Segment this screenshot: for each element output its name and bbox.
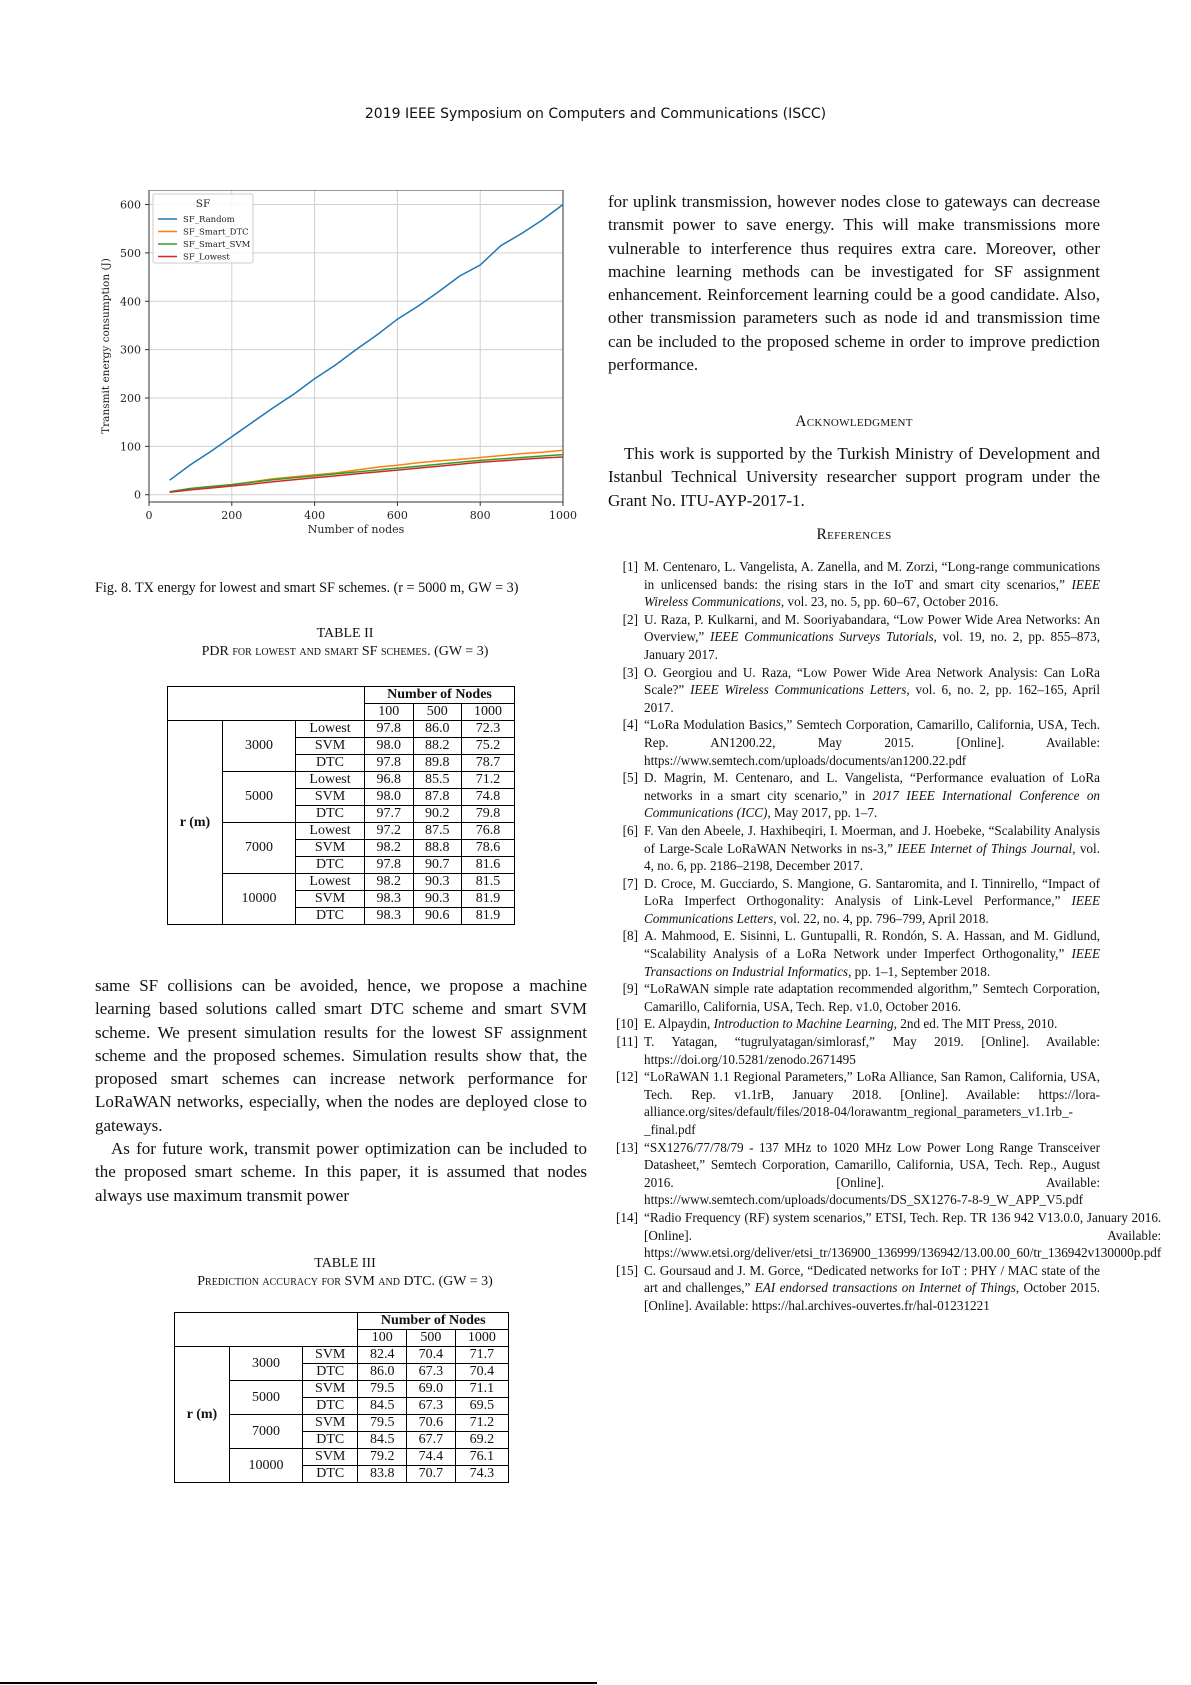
acknowledgment-heading: Acknowledgment: [795, 413, 913, 430]
reference-text: “Radio Frequency (RF) system scenarios,” ETSI, Tech. Rep. TR 136 942 V13.0.0, January 2016. [Online]. Available: https://www.etsi.org/deliver/etsi_tr/136900_136999/136942/13.00.00_60/tr_136942v130000p.pdf: [644, 1209, 1162, 1261]
table-3-label: TABLE III: [314, 1256, 376, 1271]
svg-text:600: 600: [386, 509, 408, 522]
reference-text: M. Centenaro, L. Vangelista, A. Zanella, and M. Zorzi, “Long-range communications in unlicensed bands: the rising stars in the IoT and smart city scenarios,” IEEE Wireless Communications, vol. 23, no. 5, pp. 60–67, October 2016.: [644, 559, 1100, 610]
reference-venue: IEEE Transactions on Industrial Informatics: [644, 946, 1100, 979]
svg-text:300: 300: [120, 343, 141, 357]
reference-text: T. Yatagan, “tugrulyatagan/simlorasf,” May 2019. [Online]. Available: https://doi.org/10.5281/zenodo.2671495: [644, 1034, 1100, 1067]
future-work-paragraph: for uplink transmission, however nodes close to gateways can decrease transmit power to save energy. This will make transmissions more vulnerable to interference thus requires extra care. Moreover, other machine learning methods can be investigated for SF assignment enhancement. Reinforcement learning could be a good candidate. Also, other transmission parameters such as node id and transmission time can be included to the proposed scheme in order to improve prediction performance.: [608, 192, 1100, 375]
figure-caption: Fig. 8. TX energy for lowest and smart SF schemes. (r = 5000 m, GW = 3): [95, 580, 519, 596]
value-cell: 87.5: [413, 823, 461, 840]
value-cell: 98.0: [365, 738, 413, 755]
svg-text:800: 800: [469, 509, 491, 522]
value-cell: 67.7: [407, 1432, 456, 1449]
reference-item: [608, 558, 1100, 611]
value-cell: 69.0: [407, 1381, 456, 1398]
scheme-cell: DTC: [296, 908, 365, 925]
reference-venue: EAI endorsed transactions on Internet of Things: [754, 1280, 1016, 1296]
value-cell: 84.5: [358, 1432, 407, 1449]
radius-cell: 7000: [223, 823, 296, 874]
reference-venue: IEEE Wireless Communications: [644, 576, 1100, 610]
reference-number: [7]: [622, 875, 638, 891]
scheme-cell: DTC: [296, 806, 365, 823]
radius-cell: 3000: [223, 721, 296, 772]
running-header: 2019 IEEE Symposium on Computers and Communications (ISCC): [364, 106, 827, 122]
reference-venue: IEEE Communications Letters: [644, 893, 1100, 926]
reference-venue: IEEE Wireless Communications Letters: [690, 682, 907, 698]
reference-number: [10]: [616, 1016, 638, 1032]
reference-venue: 2017 IEEE International Conference on Communications (ICC): [644, 787, 1101, 821]
value-cell: 79.2: [358, 1449, 407, 1466]
scheme-cell: SVM: [296, 738, 365, 755]
value-cell: 97.8: [365, 755, 413, 772]
table-3-title: Prediction accuracy for SVM and DTC. (GW = 3): [197, 1274, 493, 1289]
acknowledgment-text: This work is supported by the Turkish Ministry of Development and Istanbul Technical University researcher support program under the Grant No. ITU-AYP-2017-1.: [608, 444, 1100, 510]
value-cell: 70.4: [407, 1347, 456, 1364]
value-cell: 98.3: [365, 891, 413, 908]
table-row: [168, 721, 515, 738]
value-cell: 88.2: [413, 738, 461, 755]
figure-8-chart: [96, 190, 586, 545]
value-cell: 79.8: [461, 806, 514, 823]
radius-cell: 5000: [223, 772, 296, 823]
value-cell: 86.0: [413, 721, 461, 738]
column-header: 500: [413, 704, 461, 721]
value-cell: 75.2: [461, 738, 514, 755]
value-cell: 90.3: [413, 874, 461, 891]
reference-number: [6]: [622, 822, 638, 838]
svg-text:500: 500: [120, 246, 141, 260]
reference-number: [15]: [616, 1262, 638, 1278]
column-header: 1000: [461, 704, 514, 721]
column-group-header: Number of Nodes: [358, 1313, 509, 1330]
value-cell: 71.2: [455, 1415, 508, 1432]
scheme-cell: Lowest: [296, 874, 365, 891]
reference-number: [9]: [622, 981, 638, 997]
value-cell: 78.6: [461, 840, 514, 857]
reference-number: [1]: [622, 559, 638, 574]
value-cell: 87.8: [413, 789, 461, 806]
svg-text:0: 0: [134, 488, 141, 502]
column-group-header: Number of Nodes: [365, 687, 515, 704]
conclusion-paragraph-2: As for future work, transmit power optimization can be included to the proposed smart scheme. In this paper, it is assumed that nodes always use maximum transmit power: [95, 1139, 587, 1205]
svg-text:1000: 1000: [549, 509, 577, 522]
value-cell: 90.7: [413, 857, 461, 874]
radius-cell: 3000: [230, 1347, 303, 1381]
row-group-header: r (m): [175, 1347, 230, 1483]
scheme-cell: SVM: [303, 1381, 358, 1398]
value-cell: 70.7: [407, 1466, 456, 1483]
reference-item: [608, 769, 1100, 822]
value-cell: 72.3: [461, 721, 514, 738]
value-cell: 76.8: [461, 823, 514, 840]
reference-text: “LoRaWAN 1.1 Regional Parameters,” LoRa Alliance, San Ramon, California, USA, Tech. Rep. v1.1rB, January 2018. [Online]. Available: https://lora-alliance.org/sites/default/files/2018-04/lorawantm_regional_parameters_v1.1rb_-_final.pdf: [644, 1069, 1100, 1137]
value-cell: 79.5: [358, 1381, 407, 1398]
column-header: 1000: [455, 1330, 508, 1347]
reference-text: “LoRa Modulation Basics,” Semtech Corporation, Camarillo, California, USA, Tech. Rep. AN1200.22, May 2015. [Online]. Available: https://www.semtech.com/uploads/documents/an1200.22.pdf: [644, 717, 1100, 768]
reference-number: [8]: [622, 928, 638, 944]
reference-item: [608, 1033, 1100, 1068]
scheme-cell: DTC: [296, 857, 365, 874]
value-cell: 98.2: [365, 874, 413, 891]
series-sf_lowest: [170, 457, 563, 492]
value-cell: 71.7: [455, 1347, 508, 1364]
svg-text:SF_Lowest: SF_Lowest: [183, 252, 230, 263]
value-cell: 71.1: [455, 1381, 508, 1398]
value-cell: 81.9: [461, 891, 514, 908]
value-cell: 71.2: [461, 772, 514, 789]
svg-text:100: 100: [120, 440, 141, 454]
svg-text:200: 200: [221, 509, 243, 522]
table-row: [175, 1347, 509, 1364]
value-cell: 98.0: [365, 789, 413, 806]
value-cell: 67.3: [407, 1398, 456, 1415]
reference-number: [2]: [622, 611, 638, 627]
svg-text:400: 400: [304, 509, 326, 522]
reference-number: [13]: [616, 1139, 638, 1155]
value-cell: 81.5: [461, 874, 514, 891]
reference-text: D. Magrin, M. Centenaro, and L. Vangelista, “Performance evaluation of LoRa networks in a smart city scenario,” in 2017 IEEE International Conference on Communications (ICC), May 2017, pp. 1–7.: [644, 770, 1101, 821]
scheme-cell: Lowest: [296, 823, 365, 840]
reference-text: O. Georgiou and U. Raza, “Low Power Wide Area Network Analysis: Can LoRa Scale?” IEEE Wireless Communications Letters, vol. 6, no. 2, pp. 162–165, April 2017.: [644, 664, 1100, 715]
table-2-title: PDR for lowest and smart SF schemes. (GW = 3): [201, 644, 489, 659]
reference-item: [608, 611, 1100, 664]
value-cell: 84.5: [358, 1398, 407, 1415]
svg-text:SF_Smart_DTC: SF_Smart_DTC: [183, 227, 249, 238]
reference-item: [608, 1068, 1100, 1138]
radius-cell: 5000: [230, 1381, 303, 1415]
reference-text: D. Croce, M. Gucciardo, S. Mangione, G. Santaromita, and I. Tinnirello, “Impact of LoRa Imperfect Orthogonality: Analysis of Link-Level Performance,” IEEE Communications Letters, vol. 22, no. 4, pp. 796–799, April 2018.: [644, 875, 1100, 926]
acknowledgment-text-block: [608, 442, 1100, 512]
value-cell: 81.6: [461, 857, 514, 874]
scheme-cell: DTC: [303, 1364, 358, 1381]
svg-text:Number of nodes: Number of nodes: [307, 523, 405, 536]
column-header: 500: [407, 1330, 456, 1347]
reference-text: F. Van den Abeele, J. Haxhibeqiri, I. Moerman, and J. Hoebeke, “Scalability Analysis of Large-Scale LoRaWAN Networks in ns-3,” IEEE Internet of Things Journal, vol. 4, no. 6, pp. 2186–2198, December 2017.: [644, 822, 1100, 874]
value-cell: 90.2: [413, 806, 461, 823]
value-cell: 79.5: [358, 1415, 407, 1432]
svg-text:0: 0: [145, 509, 153, 522]
left-column-text: [95, 974, 587, 1207]
value-cell: 74.3: [455, 1466, 508, 1483]
value-cell: 85.5: [413, 772, 461, 789]
references-heading: References: [816, 526, 892, 543]
svg-text:400: 400: [120, 295, 141, 309]
reference-number: [14]: [616, 1209, 638, 1225]
reference-item: [608, 716, 1100, 769]
value-cell: 74.4: [407, 1449, 456, 1466]
reference-number: [12]: [616, 1069, 638, 1085]
reference-venue: Introduction to Machine Learning: [713, 1016, 894, 1032]
reference-text: “LoRaWAN simple rate adaptation recommended algorithm,” Semtech Corporation, Camarillo, California, USA, Tech. Rep. v1.0, October 2016.: [644, 981, 1100, 1014]
column-header: 100: [358, 1330, 407, 1347]
scheme-cell: SVM: [303, 1347, 358, 1364]
value-cell: 89.8: [413, 755, 461, 772]
reference-text: U. Raza, P. Kulkarni, and M. Sooriyabandara, “Low Power Wide Area Networks: An Overview,” IEEE Communications Surveys Tutorials, vol. 19, no. 2, pp. 855–873, January 2017.: [644, 611, 1100, 662]
svg-text:200: 200: [120, 392, 141, 405]
svg-text:SF_Smart_SVM: SF_Smart_SVM: [183, 240, 251, 250]
reference-list: [608, 558, 1162, 1315]
value-cell: 81.9: [461, 908, 514, 925]
row-group-header: r (m): [168, 721, 223, 925]
svg-text:SF: SF: [195, 198, 211, 210]
reference-text: C. Goursaud and J. M. Gorce, “Dedicated networks for IoT : PHY / MAC state of the art and challenges,” EAI endorsed transactions on Internet of Things, October 2015. [Online]. Available: https://hal.archives-ouvertes.fr/hal-01231221: [644, 1262, 1100, 1313]
scheme-cell: SVM: [296, 891, 365, 908]
scheme-cell: DTC: [303, 1466, 358, 1483]
reference-text: E. Alpaydin, Introduction to Machine Learning, 2nd ed. The MIT Press, 2010.: [644, 1016, 1058, 1032]
reference-number: [3]: [622, 664, 638, 680]
reference-number: [11]: [616, 1034, 638, 1050]
value-cell: 69.5: [455, 1398, 508, 1415]
table-3-prediction-accuracy: [174, 1312, 509, 1483]
value-cell: 74.8: [461, 789, 514, 806]
footer-rule: [0, 1682, 597, 1684]
value-cell: 82.4: [358, 1347, 407, 1364]
scheme-cell: SVM: [296, 789, 365, 806]
radius-cell: 10000: [230, 1449, 303, 1483]
svg-text:SF_Random: SF_Random: [183, 215, 235, 225]
table-corner: [168, 687, 365, 721]
reference-item: [608, 1262, 1100, 1315]
reference-item: [608, 1139, 1100, 1209]
radius-cell: 7000: [230, 1415, 303, 1449]
table-2-pdr: [167, 686, 515, 925]
scheme-cell: DTC: [296, 755, 365, 772]
scheme-cell: Lowest: [296, 772, 365, 789]
line-chart: [96, 190, 586, 545]
value-cell: 98.2: [365, 840, 413, 857]
value-cell: 88.8: [413, 840, 461, 857]
table-2-caption: [95, 625, 595, 661]
reference-item: [608, 1209, 1162, 1262]
table-corner: [175, 1313, 358, 1347]
reference-venue: IEEE Internet of Things Journal: [897, 840, 1073, 856]
reference-text: “SX1276/77/78/79 - 137 MHz to 1020 MHz Low Power Long Range Transceiver Datasheet,” Semtech Corporation, Camarillo, California, USA, Tech. Rep., August 2016. [Online]. Available: https://www.semtech.com/uploads/documents/DS_SX1276-7-8-9_W_APP_V5.pdf: [644, 1139, 1100, 1208]
right-column-text: [608, 190, 1100, 376]
reference-item: [608, 927, 1100, 980]
value-cell: 97.8: [365, 721, 413, 738]
reference-item: [608, 980, 1100, 1015]
reference-item: [608, 664, 1100, 717]
value-cell: 76.1: [455, 1449, 508, 1466]
table-3-caption: [95, 1255, 595, 1291]
radius-cell: 10000: [223, 874, 296, 925]
svg-text:600: 600: [120, 198, 141, 212]
reference-text: A. Mahmood, E. Sisinni, L. Guntupalli, R. Rondón, S. A. Hassan, and M. Gidlund, “Scalability Analysis of a LoRa Network under Imperfect Orthogonality,” IEEE Transactions on Industrial Informatics, pp. 1–1, September 2018.: [644, 928, 1100, 979]
svg-text:Transmit energy consumption (J: Transmit energy consumption (J): [100, 258, 112, 434]
value-cell: 98.3: [365, 908, 413, 925]
value-cell: 90.3: [413, 891, 461, 908]
value-cell: 90.6: [413, 908, 461, 925]
scheme-cell: DTC: [303, 1398, 358, 1415]
table-2-label: TABLE II: [316, 626, 374, 641]
column-header: 100: [365, 704, 413, 721]
value-cell: 97.2: [365, 823, 413, 840]
value-cell: 67.3: [407, 1364, 456, 1381]
value-cell: 97.8: [365, 857, 413, 874]
scheme-cell: SVM: [303, 1415, 358, 1432]
value-cell: 69.2: [455, 1432, 508, 1449]
value-cell: 70.6: [407, 1415, 456, 1432]
scheme-cell: SVM: [296, 840, 365, 857]
reference-number: [5]: [622, 770, 638, 786]
value-cell: 86.0: [358, 1364, 407, 1381]
reference-item: [608, 822, 1100, 875]
reference-item: [608, 875, 1100, 928]
scheme-cell: DTC: [303, 1432, 358, 1449]
conclusion-paragraph-1: same SF collisions can be avoided, hence, we propose a machine learning based solutions called smart DTC scheme and smart SVM scheme. We present simulation results for the lowest SF assignment scheme and the proposed schemes. Simulation results show that, the proposed smart schemes can increase network performance for LoRaWAN networks, especially, when the nodes are deployed close to gateways.: [95, 976, 587, 1135]
scheme-cell: Lowest: [296, 721, 365, 738]
reference-number: [4]: [622, 717, 638, 733]
reference-venue: IEEE Communications Surveys Tutorials: [709, 629, 934, 645]
reference-item: [608, 1015, 1100, 1033]
value-cell: 97.7: [365, 806, 413, 823]
value-cell: 70.4: [455, 1364, 508, 1381]
value-cell: 96.8: [365, 772, 413, 789]
value-cell: 83.8: [358, 1466, 407, 1483]
scheme-cell: SVM: [303, 1449, 358, 1466]
value-cell: 78.7: [461, 755, 514, 772]
